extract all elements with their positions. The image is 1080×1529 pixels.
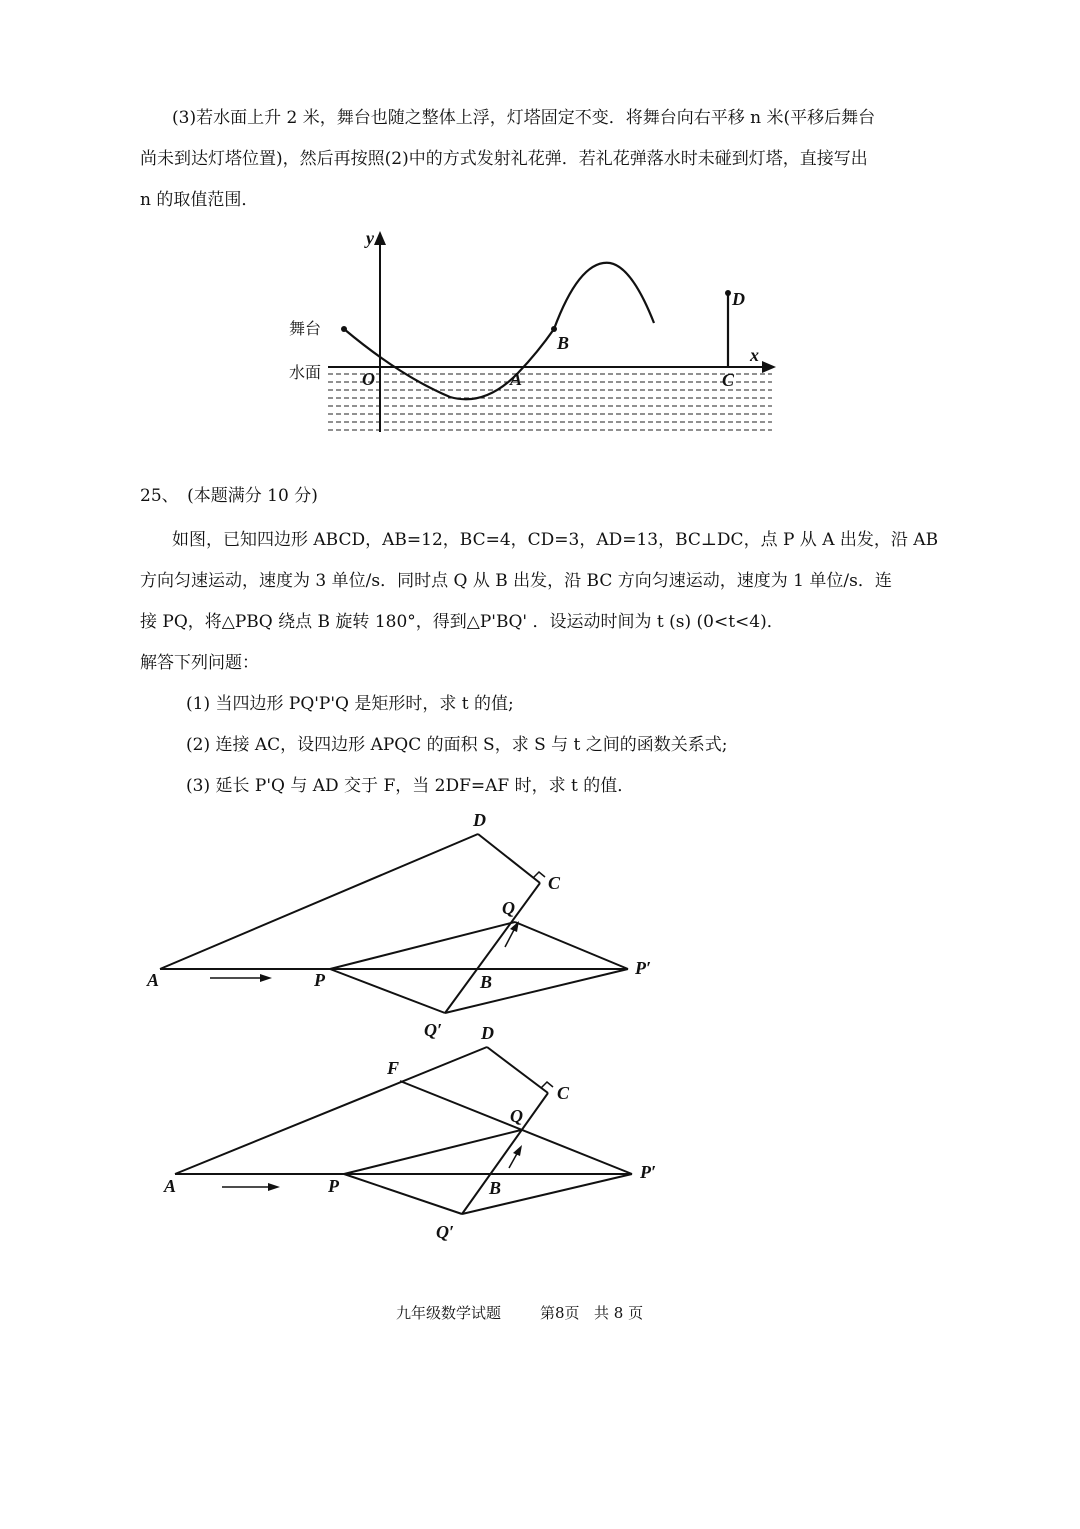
x-axis-arrow — [762, 361, 776, 373]
point-O-label: O — [362, 369, 375, 389]
fig3-point-P-prime-label: P′ — [640, 1162, 657, 1182]
point-A-label: A — [510, 369, 523, 389]
water-label: 水面 — [289, 363, 322, 382]
fig2-point-D-label: D — [473, 810, 486, 830]
fig2-point-P-prime-label: P′ — [635, 958, 652, 978]
fig3-point-Q-label: Q — [510, 1106, 523, 1126]
water-surface-lines — [328, 374, 772, 430]
figure3-quadrilateral-diagram — [0, 1030, 1080, 1260]
stage-label: 舞台 — [289, 319, 322, 338]
footer-total-pages: 共 8 页 — [594, 1304, 644, 1322]
fig3-point-P-label: P — [328, 1176, 339, 1196]
fig3-point-Q-prime-label: Q′ — [436, 1222, 455, 1242]
fig2-point-P-label: P — [314, 970, 325, 990]
fig2-point-Q-prime-label: Q′ — [424, 1020, 443, 1040]
point-D-label: D — [732, 289, 745, 309]
figure1-stage-diagram — [280, 225, 800, 440]
fig2-point-C-label: C — [548, 873, 561, 893]
firework-arc — [554, 263, 654, 329]
y-axis-arrow — [374, 231, 386, 245]
point-B-label: B — [557, 333, 570, 353]
problem25-header: 25、 (本题满分 10 分) — [140, 486, 318, 506]
fig3-point-F-label: F — [387, 1058, 400, 1078]
fig3-point-D-label: D — [481, 1023, 494, 1043]
fig3-point-A-label: A — [164, 1176, 177, 1196]
problem25-question2: (2) 连接 AC，设四边形 APQC 的面积 S，求 S 与 t 之间的函数关系式; — [186, 735, 728, 755]
footer-page-number: 第8页 — [540, 1304, 580, 1322]
problem24-line3: n 的取值范围． — [140, 190, 259, 210]
problem25-question3: (3) 延长 P'Q 与 AD 交于 F，当 2DF=AF 时，求 t 的值． — [186, 776, 635, 796]
problem25-intro-line3: 接 PQ，将△PBQ 绕点 B 旋转 180°，得到△P'BQ' ．设运动时间为 t (s) (0<t<4)． — [140, 612, 784, 632]
footer-subject: 九年级数学试题 — [396, 1304, 502, 1322]
fig3-point-C-label: C — [557, 1083, 570, 1103]
stage-parabola — [344, 329, 554, 399]
problem25-prompt: 解答下列问题： — [140, 653, 259, 673]
y-axis-label: y — [366, 228, 374, 248]
x-axis-label: x — [750, 345, 759, 365]
fig2-point-A-label: A — [147, 970, 160, 990]
fig3-point-B-label: B — [489, 1178, 502, 1198]
fig2-point-B-label: B — [480, 972, 493, 992]
problem25-intro-line2: 方向匀速运动，速度为 3 单位/s．同时点 Q 从 B 出发，沿 BC 方向匀速运动，速度为 1 单位/s．连 — [140, 571, 892, 591]
problem25-question1: (1) 当四边形 PQ'P'Q 是矩形时，求 t 的值; — [186, 694, 514, 714]
problem24-line2: 尚未到达灯塔位置)，然后再按照(2)中的方式发射礼花弹．若礼花弹落水时未碰到灯塔，直接写出 — [140, 149, 868, 169]
problem25-intro-line1: 如图，已知四边形 ABCD，AB=12，BC=4，CD=3，AD=13，BC⊥DC，点 P 从 A 出发，沿 AB — [172, 530, 939, 550]
point-C-label: C — [722, 370, 735, 390]
problem24-line1: (3)若水面上升 2 米，舞台也随之整体上浮，灯塔固定不变．将舞台向右平移 n 米(平移后舞台 — [172, 108, 876, 128]
fig2-point-Q-label: Q — [502, 898, 515, 918]
figure2-quadrilateral-diagram — [0, 800, 1080, 1050]
